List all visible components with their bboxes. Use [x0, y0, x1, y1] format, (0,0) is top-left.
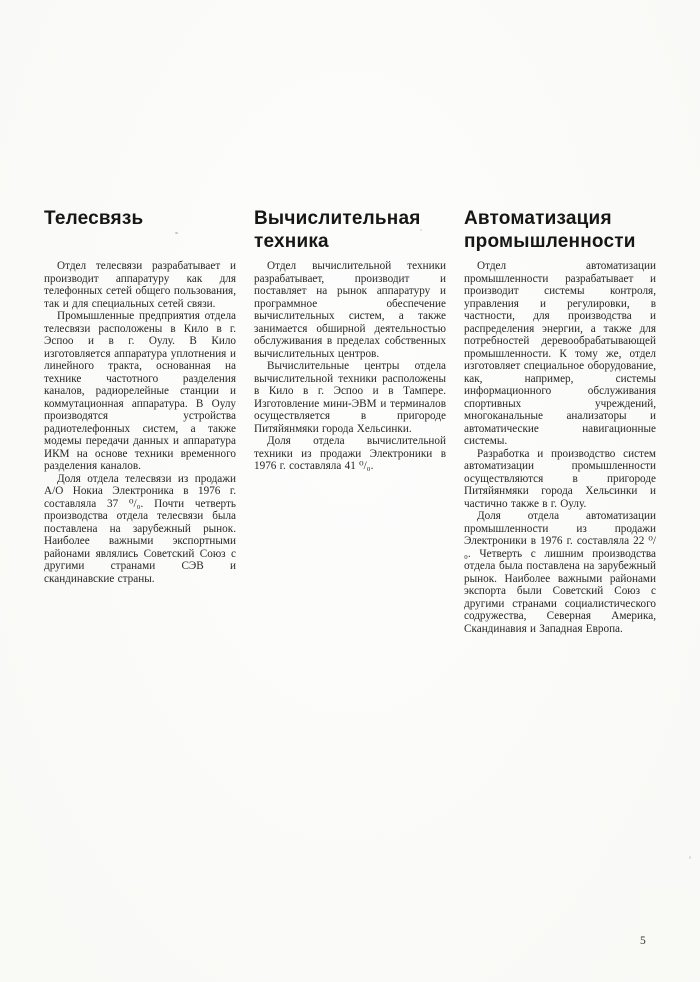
scan-speck — [175, 232, 178, 234]
paragraph: Доля отдела телесвязи из продажи А/О Нокиа Электроника в 1976 г. составляла 37 ⁰/₀. Почти четверть производства отдела телесвязи была поставлена на зарубежный рынок. Наиболее важными экспортными районами являлись Советский Союз с другими странами СЭВ и скандинавские страны. — [44, 472, 236, 585]
column-automation — [464, 207, 656, 635]
three-column-layout — [44, 207, 656, 635]
page-number: 5 — [640, 935, 646, 947]
scan-speck — [689, 856, 691, 859]
paragraph: Доля отдела вычислительной техники из продажи Электроники в 1976 г. составляла 41 ⁰/₀. — [254, 435, 446, 472]
paragraph: Доля отдела автоматизации промышленности из продажи Электроники в 1976 г. составляла 22 ⁰/₀. Четверть с лишним производства отдела была поставлена на зарубежный рынок. Наиболее важными районами экспорта были Советский Союз с другими странами социалистического содружества, Северная Америка, Скандинавия и Западная Европа. — [464, 510, 656, 635]
column-heading-computing: Вычислительная техника — [254, 208, 421, 252]
paragraph: Вычислительные центры отдела вычислительной техники расположены в Кило в г. Эспоо и в Тампере. Изготовление мини-ЭВМ и терминалов осуществляется в пригороде Питяйянмяки города Хельсинки. — [254, 360, 446, 435]
paragraph: Отдел вычислительной техники разрабатывает, производит и поставляет на рынок аппаратуру и программное обеспечение вычислительных систем, а также занимается обширной деятельностью обслуживания в пределах собственных вычислительных центров. — [254, 260, 446, 360]
paragraph: Промышленные предприятия отдела телесвязи расположены в Кило в г. Эспоо и в г. Оулу. В Кило изготовляется аппаратура уплотнения и линейного тракта, основанная на технике частотного разделения каналов, радиорелейные станции и коммутационная аппаратура. В Оулу производятся устройства радиотелефонных систем, а также модемы передачи данных и аппаратура ИКМ на основе техники временного разделения каналов. — [44, 310, 236, 472]
paragraph: Разработка и производство систем автоматизации промышленности осуществляются в пригороде Питяйянмяки города Хельсинки и частично также в г. Оулу. — [464, 447, 656, 510]
column-telecom — [44, 207, 236, 635]
column-heading-telecom: Телесвязь — [44, 208, 144, 229]
column-computing — [254, 207, 446, 635]
column-heading-automation: Автоматизация промышленности — [464, 208, 636, 252]
scan-speck — [420, 229, 422, 231]
paragraph: Отдел телесвязи разрабатывает и производит аппаратуру как для телефонных сетей общего пользования, так и для специальных сетей связи. — [44, 260, 236, 310]
paragraph: Отдел автоматизации промышленности разрабатывает и производит системы контроля, управления и регулировки, в частности, для производства и распределения энергии, а также для потребностей деревообрабатывающей промышленности. К тому же, отдел изготовляет специальное оборудование, как, например, системы информационного обслуживания спортивных учреждений, многоканальные анализаторы и автоматические навигационные системы. — [464, 260, 656, 447]
